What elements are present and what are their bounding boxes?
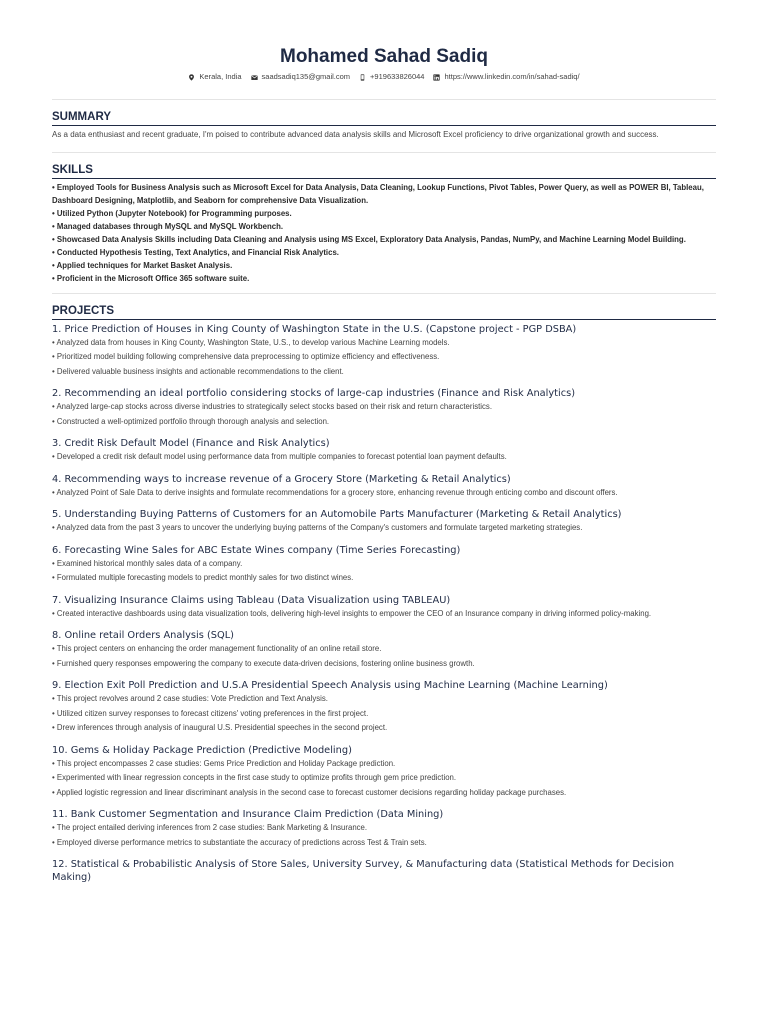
project-bullet: • Drew inferences through analysis of inaugural U.S. Presidential speeches in the second project.: [52, 723, 388, 732]
project-bullets: [52, 450, 716, 465]
summary-text: As a data enthusiast and recent graduate, I'm poised to contribute advanced data analysis skills and Microsoft Excel proficiency to drive organizational growth and success.: [52, 130, 659, 139]
skills-list: [52, 181, 716, 285]
contact-location: [188, 72, 241, 82]
project-bullet: • Experimented with linear regression concepts in the first case study to optimize profits through gem price prediction.: [52, 773, 457, 782]
skill-item: • Conducted Hypothesis Testing, Text Analytics, and Financial Risk Analytics.: [52, 247, 339, 257]
contact-phone-text: +919633826044: [370, 72, 425, 81]
project-entry: [52, 594, 716, 622]
project-bullets: [52, 521, 716, 536]
project-bullet: • Developed a credit risk default model using performance data from multiple companies to forecast potential loan payment defaults.: [52, 452, 507, 461]
project-bullets: [52, 486, 716, 501]
project-entry: [52, 858, 716, 884]
project-title: 8. Online retail Orders Analysis (SQL): [52, 630, 234, 641]
project-bullet: • Applied logistic regression and linear discriminant analysis in the second case to forecast customer decisions regarding holiday package purchases.: [52, 787, 567, 797]
project-bullets: [52, 821, 716, 850]
skill-item: • Proficient in the Microsoft Office 365 software suite.: [52, 273, 250, 283]
project-bullets: [52, 642, 716, 671]
phone-icon: [359, 74, 366, 81]
contact-location-text: Kerala, India: [199, 72, 242, 81]
candidate-name: Mohamed Sahad Sadiq: [280, 46, 488, 67]
summary-heading: SUMMARY: [52, 100, 716, 126]
project-bullets: [52, 336, 716, 380]
project-title: 7. Visualizing Insurance Claims using Tableau (Data Visualization using TABLEAU): [52, 594, 451, 606]
project-bullet: • This project encompasses 2 case studies: Gems Price Prediction and Holiday Package prediction.: [52, 758, 396, 768]
project-bullet: • Formulated multiple forecasting models to predict monthly sales for two distinct wines.: [52, 573, 354, 582]
project-entry: [52, 544, 716, 586]
project-bullets: [52, 757, 716, 801]
project-bullet: • The project entailed deriving inferences from 2 case studies: Bank Marketing & Insurance.: [52, 823, 368, 832]
project-bullet: • Analyzed data from houses in King County, Washington State, U.S., to develop various Machine Learning models.: [52, 337, 450, 347]
project-entry: [52, 387, 716, 429]
project-entry: [52, 473, 716, 501]
project-title: 4. Recommending ways to increase revenue of a Grocery Store (Marketing & Retail Analytics): [52, 473, 511, 485]
contact-email[interactable]: [251, 72, 351, 82]
skill-item: • Applied techniques for Market Basket Analysis.: [52, 260, 233, 270]
project-bullet: • Examined historical monthly sales data of a company.: [52, 558, 243, 568]
project-bullet: • Analyzed data from the past 3 years to uncover the underlying buying patterns of the Company's customers and formulate targeted marketing strategies.: [52, 523, 583, 532]
project-bullet: • Prioritized model building following comprehensive data preprocessing to optimize efficiency and effectiveness.: [52, 352, 440, 361]
project-bullet: • Employed diverse performance metrics to substantiate the accuracy of predictions across Test & Train sets.: [52, 837, 427, 847]
summary-section: [52, 100, 716, 143]
project-bullet: • Furnished query responses empowering the company to execute data-driven decisions, fostering online business growth.: [52, 658, 475, 668]
project-entry: [52, 437, 716, 465]
project-bullet: • Constructed a well-optimized portfolio through thorough analysis and selection.: [52, 416, 330, 426]
linkedin-icon: [433, 74, 440, 81]
project-entry: [52, 744, 716, 801]
skill-item: • Showcased Data Analysis Skills including Data Cleaning and Analysis using MS Excel, Exploratory Data Analysis, Pandas, NumPy, and Machine Learning Model Building.: [52, 234, 686, 244]
contact-phone[interactable]: [359, 72, 424, 82]
skills-section: [52, 153, 716, 285]
contact-linkedin-text: https://www.linkedin.com/in/sahad-sadiq/: [444, 72, 580, 81]
projects-heading: PROJECTS: [52, 294, 716, 320]
skills-heading: SKILLS: [52, 153, 716, 179]
project-title: 12. Statistical & Probabilistic Analysis of Store Sales, University Survey, & Manufacturing data (Statistical Methods for Decision Making): [52, 859, 675, 883]
project-bullets: [52, 557, 716, 586]
project-bullet: • This project revolves around 2 case studies: Vote Prediction and Text Analysis.: [52, 694, 328, 703]
project-bullet: • This project centers on enhancing the order management functionality of an online retail store.: [52, 644, 382, 653]
contact-email-text: saadsadiq135@gmail.com: [261, 72, 351, 81]
project-bullet: • Utilized citizen survey responses to forecast citizens' voting preferences in the first project.: [52, 708, 369, 718]
location-pin-icon: [188, 74, 195, 81]
project-entry: [52, 679, 716, 736]
projects-list: [52, 323, 716, 885]
project-bullets: [52, 692, 716, 736]
project-bullet: • Created interactive dashboards using data visualization tools, delivering high-level insights to empower the CEO of an Insurance company in driving informed policy-making.: [52, 608, 652, 618]
skill-item: • Employed Tools for Business Analysis such as Microsoft Excel for Data Analysis, Data Cleaning, Lookup Functions, Pivot Tables, Power Query, as well as POWER BI, Tableau, Dashboard Designing, Matplotlib, and Seaborn for comprehensive Data Visualization.: [52, 182, 704, 205]
project-bullets: [52, 400, 716, 429]
project-title: 11. Bank Customer Segmentation and Insurance Claim Prediction (Data Mining): [52, 809, 444, 820]
project-entry: [52, 508, 716, 536]
project-title: 6. Forecasting Wine Sales for ABC Estate Wines company (Time Series Forecasting): [52, 544, 461, 556]
mail-icon: [251, 74, 258, 81]
project-bullet: • Analyzed large-cap stocks across diverse industries to strategically select stocks based on their risk and return characteristics.: [52, 402, 492, 411]
project-entry: [52, 629, 716, 671]
contact-bar: [52, 72, 716, 82]
skill-item: • Managed databases through MySQL and MySQL Workbench.: [52, 221, 284, 231]
project-title: 1. Price Prediction of Houses in King County of Washington State in the U.S. (Capstone project - PGP DSBA): [52, 323, 577, 335]
project-title: 10. Gems & Holiday Package Prediction (Predictive Modeling): [52, 744, 352, 756]
skill-item: • Utilized Python (Jupyter Notebook) for Programming purposes.: [52, 208, 292, 218]
project-title: 2. Recommending an ideal portfolio considering stocks of large-cap industries (Finance and Risk Analytics): [52, 388, 576, 399]
project-title: 3. Credit Risk Default Model (Finance and Risk Analytics): [52, 438, 330, 449]
project-bullet: • Delivered valuable business insights and actionable recommendations to the client.: [52, 366, 344, 376]
project-entry: [52, 323, 716, 380]
project-bullets: [52, 607, 716, 622]
project-bullet: • Analyzed Point of Sale Data to derive insights and formulate recommendations for a grocery store, enhancing revenue through enticing combo and discount offers.: [52, 487, 618, 497]
project-title: 5. Understanding Buying Patterns of Customers for an Automobile Parts Manufacturer (Marketing & Retail Analytics): [52, 509, 622, 520]
contact-linkedin[interactable]: [433, 72, 579, 82]
project-entry: [52, 808, 716, 850]
projects-section: [52, 294, 716, 885]
project-title: 9. Election Exit Poll Prediction and U.S.A Presidential Speech Analysis using Machine Learning (Machine Learning): [52, 680, 608, 691]
